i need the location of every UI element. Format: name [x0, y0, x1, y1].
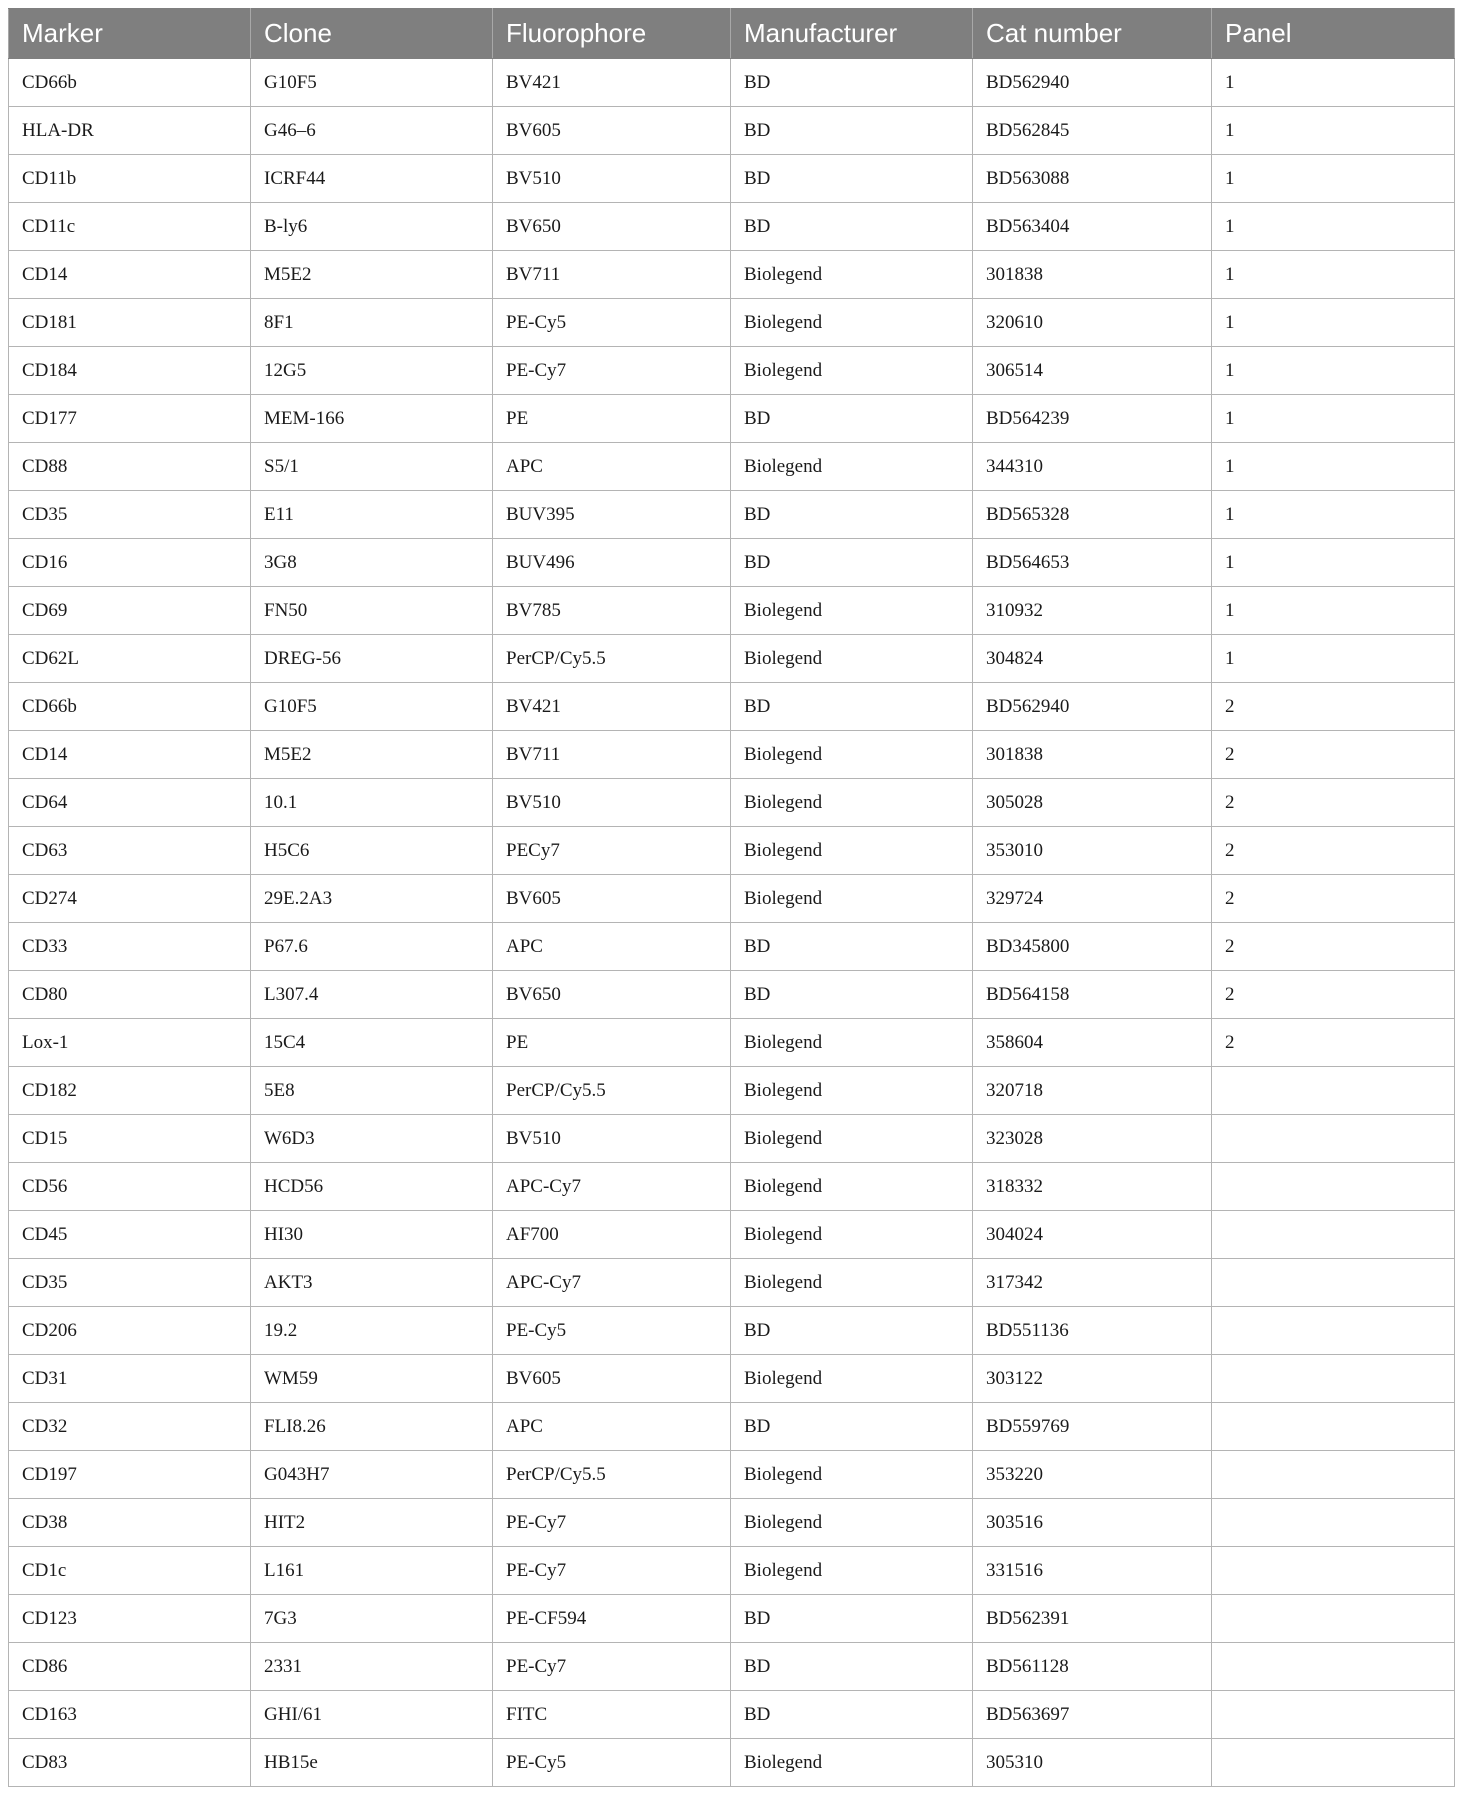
marker-cell: CD88: [9, 443, 251, 491]
manufacturer-cell: BD: [731, 491, 973, 539]
table-row: [9, 1595, 1455, 1643]
manufacturer-cell: BD: [731, 1643, 973, 1691]
cat-number-cell: 304024: [973, 1211, 1212, 1259]
column-header-fluorophore: Fluorophore: [493, 9, 731, 59]
manufacturer-cell: Biolegend: [731, 587, 973, 635]
table-row: [9, 347, 1455, 395]
marker-cell: CD11b: [9, 155, 251, 203]
manufacturer-cell: BD: [731, 155, 973, 203]
marker-cell: CD63: [9, 827, 251, 875]
cat-number-cell: BD551136: [973, 1307, 1212, 1355]
fluorophore-cell: PE-Cy5: [493, 1739, 731, 1787]
table-row: [9, 1067, 1455, 1115]
marker-cell: CD66b: [9, 683, 251, 731]
cat-number-cell: BD564158: [973, 971, 1212, 1019]
marker-cell: CD56: [9, 1163, 251, 1211]
table-row: [9, 635, 1455, 683]
column-header-panel: Panel: [1212, 9, 1455, 59]
marker-cell: CD177: [9, 395, 251, 443]
panel-cell: [1212, 1259, 1455, 1307]
panel-cell: 1: [1212, 587, 1455, 635]
manufacturer-cell: Biolegend: [731, 827, 973, 875]
marker-cell: CD197: [9, 1451, 251, 1499]
table-body: [9, 59, 1455, 1787]
panel-cell: 1: [1212, 155, 1455, 203]
marker-cell: CD181: [9, 299, 251, 347]
cat-number-cell: BD559769: [973, 1403, 1212, 1451]
marker-cell: CD45: [9, 1211, 251, 1259]
table-row: [9, 1115, 1455, 1163]
manufacturer-cell: Biolegend: [731, 1547, 973, 1595]
clone-cell: FLI8.26: [251, 1403, 493, 1451]
marker-cell: CD123: [9, 1595, 251, 1643]
manufacturer-cell: Biolegend: [731, 1355, 973, 1403]
clone-cell: H5C6: [251, 827, 493, 875]
header-row: [9, 9, 1455, 59]
cat-number-cell: 310932: [973, 587, 1212, 635]
table-row: [9, 971, 1455, 1019]
cat-number-cell: 303122: [973, 1355, 1212, 1403]
table-row: [9, 1355, 1455, 1403]
marker-cell: CD274: [9, 875, 251, 923]
panel-cell: 2: [1212, 731, 1455, 779]
panel-cell: 1: [1212, 203, 1455, 251]
marker-cell: CD14: [9, 251, 251, 299]
marker-cell: CD66b: [9, 59, 251, 107]
panel-cell: [1212, 1067, 1455, 1115]
cat-number-cell: 331516: [973, 1547, 1212, 1595]
clone-cell: FN50: [251, 587, 493, 635]
marker-cell: CD38: [9, 1499, 251, 1547]
fluorophore-cell: AF700: [493, 1211, 731, 1259]
panel-cell: [1212, 1691, 1455, 1739]
cat-number-cell: 353010: [973, 827, 1212, 875]
cat-number-cell: BD562845: [973, 107, 1212, 155]
fluorophore-cell: PE-Cy5: [493, 299, 731, 347]
panel-cell: 2: [1212, 875, 1455, 923]
table-row: [9, 827, 1455, 875]
panel-cell: [1212, 1595, 1455, 1643]
fluorophore-cell: BV605: [493, 107, 731, 155]
manufacturer-cell: BD: [731, 1403, 973, 1451]
table-row: [9, 443, 1455, 491]
cat-number-cell: BD563697: [973, 1691, 1212, 1739]
table-row: [9, 1403, 1455, 1451]
fluorophore-cell: BV421: [493, 59, 731, 107]
table-row: [9, 1259, 1455, 1307]
table-header: [9, 9, 1455, 59]
clone-cell: HIT2: [251, 1499, 493, 1547]
fluorophore-cell: PE: [493, 395, 731, 443]
table-row: [9, 1643, 1455, 1691]
panel-cell: 1: [1212, 347, 1455, 395]
clone-cell: 7G3: [251, 1595, 493, 1643]
manufacturer-cell: Biolegend: [731, 779, 973, 827]
panel-cell: 1: [1212, 443, 1455, 491]
panel-cell: 1: [1212, 491, 1455, 539]
column-header-clone: Clone: [251, 9, 493, 59]
panel-cell: 1: [1212, 107, 1455, 155]
marker-cell: CD69: [9, 587, 251, 635]
manufacturer-cell: Biolegend: [731, 347, 973, 395]
fluorophore-cell: PE-Cy7: [493, 1643, 731, 1691]
manufacturer-cell: Biolegend: [731, 1115, 973, 1163]
manufacturer-cell: BD: [731, 683, 973, 731]
cat-number-cell: BD564239: [973, 395, 1212, 443]
panel-cell: [1212, 1451, 1455, 1499]
table-row: [9, 1547, 1455, 1595]
fluorophore-cell: BV605: [493, 875, 731, 923]
panel-cell: [1212, 1403, 1455, 1451]
marker-cell: CD16: [9, 539, 251, 587]
clone-cell: P67.6: [251, 923, 493, 971]
cat-number-cell: BD563088: [973, 155, 1212, 203]
manufacturer-cell: Biolegend: [731, 1259, 973, 1307]
cat-number-cell: 320610: [973, 299, 1212, 347]
antibody-table: [8, 8, 1455, 1787]
manufacturer-cell: BD: [731, 971, 973, 1019]
cat-number-cell: 303516: [973, 1499, 1212, 1547]
cat-number-cell: 305310: [973, 1739, 1212, 1787]
fluorophore-cell: BV510: [493, 155, 731, 203]
marker-cell: CD1c: [9, 1547, 251, 1595]
panel-cell: [1212, 1115, 1455, 1163]
cat-number-cell: 358604: [973, 1019, 1212, 1067]
cat-number-cell: BD561128: [973, 1643, 1212, 1691]
clone-cell: B-ly6: [251, 203, 493, 251]
marker-cell: CD206: [9, 1307, 251, 1355]
marker-cell: CD62L: [9, 635, 251, 683]
fluorophore-cell: APC: [493, 443, 731, 491]
marker-cell: CD11c: [9, 203, 251, 251]
clone-cell: G043H7: [251, 1451, 493, 1499]
panel-cell: 1: [1212, 395, 1455, 443]
manufacturer-cell: Biolegend: [731, 251, 973, 299]
table-row: [9, 1451, 1455, 1499]
manufacturer-cell: Biolegend: [731, 299, 973, 347]
fluorophore-cell: PECy7: [493, 827, 731, 875]
clone-cell: W6D3: [251, 1115, 493, 1163]
cat-number-cell: BD563404: [973, 203, 1212, 251]
cat-number-cell: 305028: [973, 779, 1212, 827]
marker-cell: CD15: [9, 1115, 251, 1163]
antibody-table-container: [8, 8, 1454, 1787]
fluorophore-cell: PE-Cy5: [493, 1307, 731, 1355]
manufacturer-cell: Biolegend: [731, 1211, 973, 1259]
panel-cell: [1212, 1307, 1455, 1355]
table-row: [9, 1739, 1455, 1787]
fluorophore-cell: PE-Cy7: [493, 1547, 731, 1595]
table-row: [9, 1691, 1455, 1739]
clone-cell: AKT3: [251, 1259, 493, 1307]
cat-number-cell: BD565328: [973, 491, 1212, 539]
cat-number-cell: BD562391: [973, 1595, 1212, 1643]
clone-cell: HCD56: [251, 1163, 493, 1211]
clone-cell: G46–6: [251, 107, 493, 155]
manufacturer-cell: Biolegend: [731, 1067, 973, 1115]
cat-number-cell: 304824: [973, 635, 1212, 683]
panel-cell: [1212, 1643, 1455, 1691]
panel-cell: 2: [1212, 683, 1455, 731]
panel-cell: [1212, 1499, 1455, 1547]
fluorophore-cell: BV711: [493, 251, 731, 299]
table-row: [9, 923, 1455, 971]
table-row: [9, 1211, 1455, 1259]
cat-number-cell: 329724: [973, 875, 1212, 923]
panel-cell: 1: [1212, 539, 1455, 587]
fluorophore-cell: PE: [493, 1019, 731, 1067]
table-row: [9, 107, 1455, 155]
manufacturer-cell: BD: [731, 59, 973, 107]
column-header-cat-number: Cat number: [973, 9, 1212, 59]
marker-cell: CD86: [9, 1643, 251, 1691]
panel-cell: [1212, 1163, 1455, 1211]
clone-cell: E11: [251, 491, 493, 539]
fluorophore-cell: PerCP/Cy5.5: [493, 1451, 731, 1499]
cat-number-cell: 323028: [973, 1115, 1212, 1163]
panel-cell: [1212, 1739, 1455, 1787]
fluorophore-cell: APC: [493, 923, 731, 971]
clone-cell: L307.4: [251, 971, 493, 1019]
fluorophore-cell: APC: [493, 1403, 731, 1451]
table-row: [9, 683, 1455, 731]
panel-cell: 1: [1212, 299, 1455, 347]
column-header-manufacturer: Manufacturer: [731, 9, 973, 59]
cat-number-cell: 320718: [973, 1067, 1212, 1115]
fluorophore-cell: PerCP/Cy5.5: [493, 635, 731, 683]
marker-cell: CD35: [9, 491, 251, 539]
marker-cell: CD182: [9, 1067, 251, 1115]
marker-cell: Lox-1: [9, 1019, 251, 1067]
marker-cell: CD83: [9, 1739, 251, 1787]
clone-cell: 15C4: [251, 1019, 493, 1067]
marker-cell: CD35: [9, 1259, 251, 1307]
panel-cell: 1: [1212, 59, 1455, 107]
clone-cell: ICRF44: [251, 155, 493, 203]
clone-cell: 29E.2A3: [251, 875, 493, 923]
panel-cell: 1: [1212, 635, 1455, 683]
clone-cell: 10.1: [251, 779, 493, 827]
panel-cell: 2: [1212, 827, 1455, 875]
clone-cell: M5E2: [251, 251, 493, 299]
fluorophore-cell: BV421: [493, 683, 731, 731]
clone-cell: WM59: [251, 1355, 493, 1403]
table-row: [9, 155, 1455, 203]
marker-cell: CD32: [9, 1403, 251, 1451]
fluorophore-cell: APC-Cy7: [493, 1163, 731, 1211]
cat-number-cell: BD564653: [973, 539, 1212, 587]
manufacturer-cell: Biolegend: [731, 1163, 973, 1211]
clone-cell: 12G5: [251, 347, 493, 395]
fluorophore-cell: BV605: [493, 1355, 731, 1403]
clone-cell: 5E8: [251, 1067, 493, 1115]
cat-number-cell: 306514: [973, 347, 1212, 395]
cat-number-cell: 318332: [973, 1163, 1212, 1211]
manufacturer-cell: Biolegend: [731, 1019, 973, 1067]
fluorophore-cell: PE-Cy7: [493, 1499, 731, 1547]
table-row: [9, 1499, 1455, 1547]
cat-number-cell: 301838: [973, 251, 1212, 299]
table-row: [9, 1307, 1455, 1355]
fluorophore-cell: BUV395: [493, 491, 731, 539]
table-row: [9, 491, 1455, 539]
clone-cell: MEM-166: [251, 395, 493, 443]
manufacturer-cell: Biolegend: [731, 875, 973, 923]
fluorophore-cell: PerCP/Cy5.5: [493, 1067, 731, 1115]
manufacturer-cell: BD: [731, 1307, 973, 1355]
clone-cell: 19.2: [251, 1307, 493, 1355]
fluorophore-cell: PE-CF594: [493, 1595, 731, 1643]
clone-cell: HI30: [251, 1211, 493, 1259]
marker-cell: CD33: [9, 923, 251, 971]
clone-cell: 2331: [251, 1643, 493, 1691]
fluorophore-cell: BV650: [493, 971, 731, 1019]
fluorophore-cell: BV510: [493, 779, 731, 827]
fluorophore-cell: FITC: [493, 1691, 731, 1739]
panel-cell: [1212, 1355, 1455, 1403]
cat-number-cell: 353220: [973, 1451, 1212, 1499]
panel-cell: [1212, 1211, 1455, 1259]
clone-cell: S5/1: [251, 443, 493, 491]
manufacturer-cell: Biolegend: [731, 1739, 973, 1787]
manufacturer-cell: BD: [731, 923, 973, 971]
table-row: [9, 875, 1455, 923]
table-row: [9, 395, 1455, 443]
table-row: [9, 1163, 1455, 1211]
clone-cell: M5E2: [251, 731, 493, 779]
manufacturer-cell: Biolegend: [731, 731, 973, 779]
fluorophore-cell: BV650: [493, 203, 731, 251]
cat-number-cell: BD562940: [973, 59, 1212, 107]
marker-cell: CD64: [9, 779, 251, 827]
manufacturer-cell: BD: [731, 1691, 973, 1739]
table-row: [9, 731, 1455, 779]
panel-cell: 2: [1212, 971, 1455, 1019]
cat-number-cell: 301838: [973, 731, 1212, 779]
marker-cell: CD163: [9, 1691, 251, 1739]
manufacturer-cell: Biolegend: [731, 1499, 973, 1547]
panel-cell: [1212, 1547, 1455, 1595]
clone-cell: G10F5: [251, 683, 493, 731]
clone-cell: G10F5: [251, 59, 493, 107]
table-row: [9, 539, 1455, 587]
fluorophore-cell: BUV496: [493, 539, 731, 587]
table-row: [9, 1019, 1455, 1067]
fluorophore-cell: BV510: [493, 1115, 731, 1163]
panel-cell: 1: [1212, 251, 1455, 299]
cat-number-cell: 317342: [973, 1259, 1212, 1307]
cat-number-cell: BD562940: [973, 683, 1212, 731]
panel-cell: 2: [1212, 923, 1455, 971]
clone-cell: L161: [251, 1547, 493, 1595]
manufacturer-cell: Biolegend: [731, 1451, 973, 1499]
manufacturer-cell: BD: [731, 395, 973, 443]
manufacturer-cell: Biolegend: [731, 443, 973, 491]
marker-cell: CD184: [9, 347, 251, 395]
clone-cell: 8F1: [251, 299, 493, 347]
cat-number-cell: 344310: [973, 443, 1212, 491]
table-row: [9, 587, 1455, 635]
clone-cell: DREG-56: [251, 635, 493, 683]
fluorophore-cell: APC-Cy7: [493, 1259, 731, 1307]
marker-cell: CD14: [9, 731, 251, 779]
table-row: [9, 299, 1455, 347]
table-row: [9, 59, 1455, 107]
table-row: [9, 203, 1455, 251]
clone-cell: HB15e: [251, 1739, 493, 1787]
clone-cell: 3G8: [251, 539, 493, 587]
manufacturer-cell: BD: [731, 539, 973, 587]
panel-cell: 2: [1212, 1019, 1455, 1067]
clone-cell: GHI/61: [251, 1691, 493, 1739]
fluorophore-cell: BV711: [493, 731, 731, 779]
manufacturer-cell: Biolegend: [731, 635, 973, 683]
manufacturer-cell: BD: [731, 107, 973, 155]
panel-cell: 2: [1212, 779, 1455, 827]
fluorophore-cell: BV785: [493, 587, 731, 635]
cat-number-cell: BD345800: [973, 923, 1212, 971]
marker-cell: CD80: [9, 971, 251, 1019]
manufacturer-cell: BD: [731, 1595, 973, 1643]
table-row: [9, 779, 1455, 827]
fluorophore-cell: PE-Cy7: [493, 347, 731, 395]
column-header-marker: Marker: [9, 9, 251, 59]
marker-cell: CD31: [9, 1355, 251, 1403]
manufacturer-cell: BD: [731, 203, 973, 251]
marker-cell: HLA-DR: [9, 107, 251, 155]
table-row: [9, 251, 1455, 299]
